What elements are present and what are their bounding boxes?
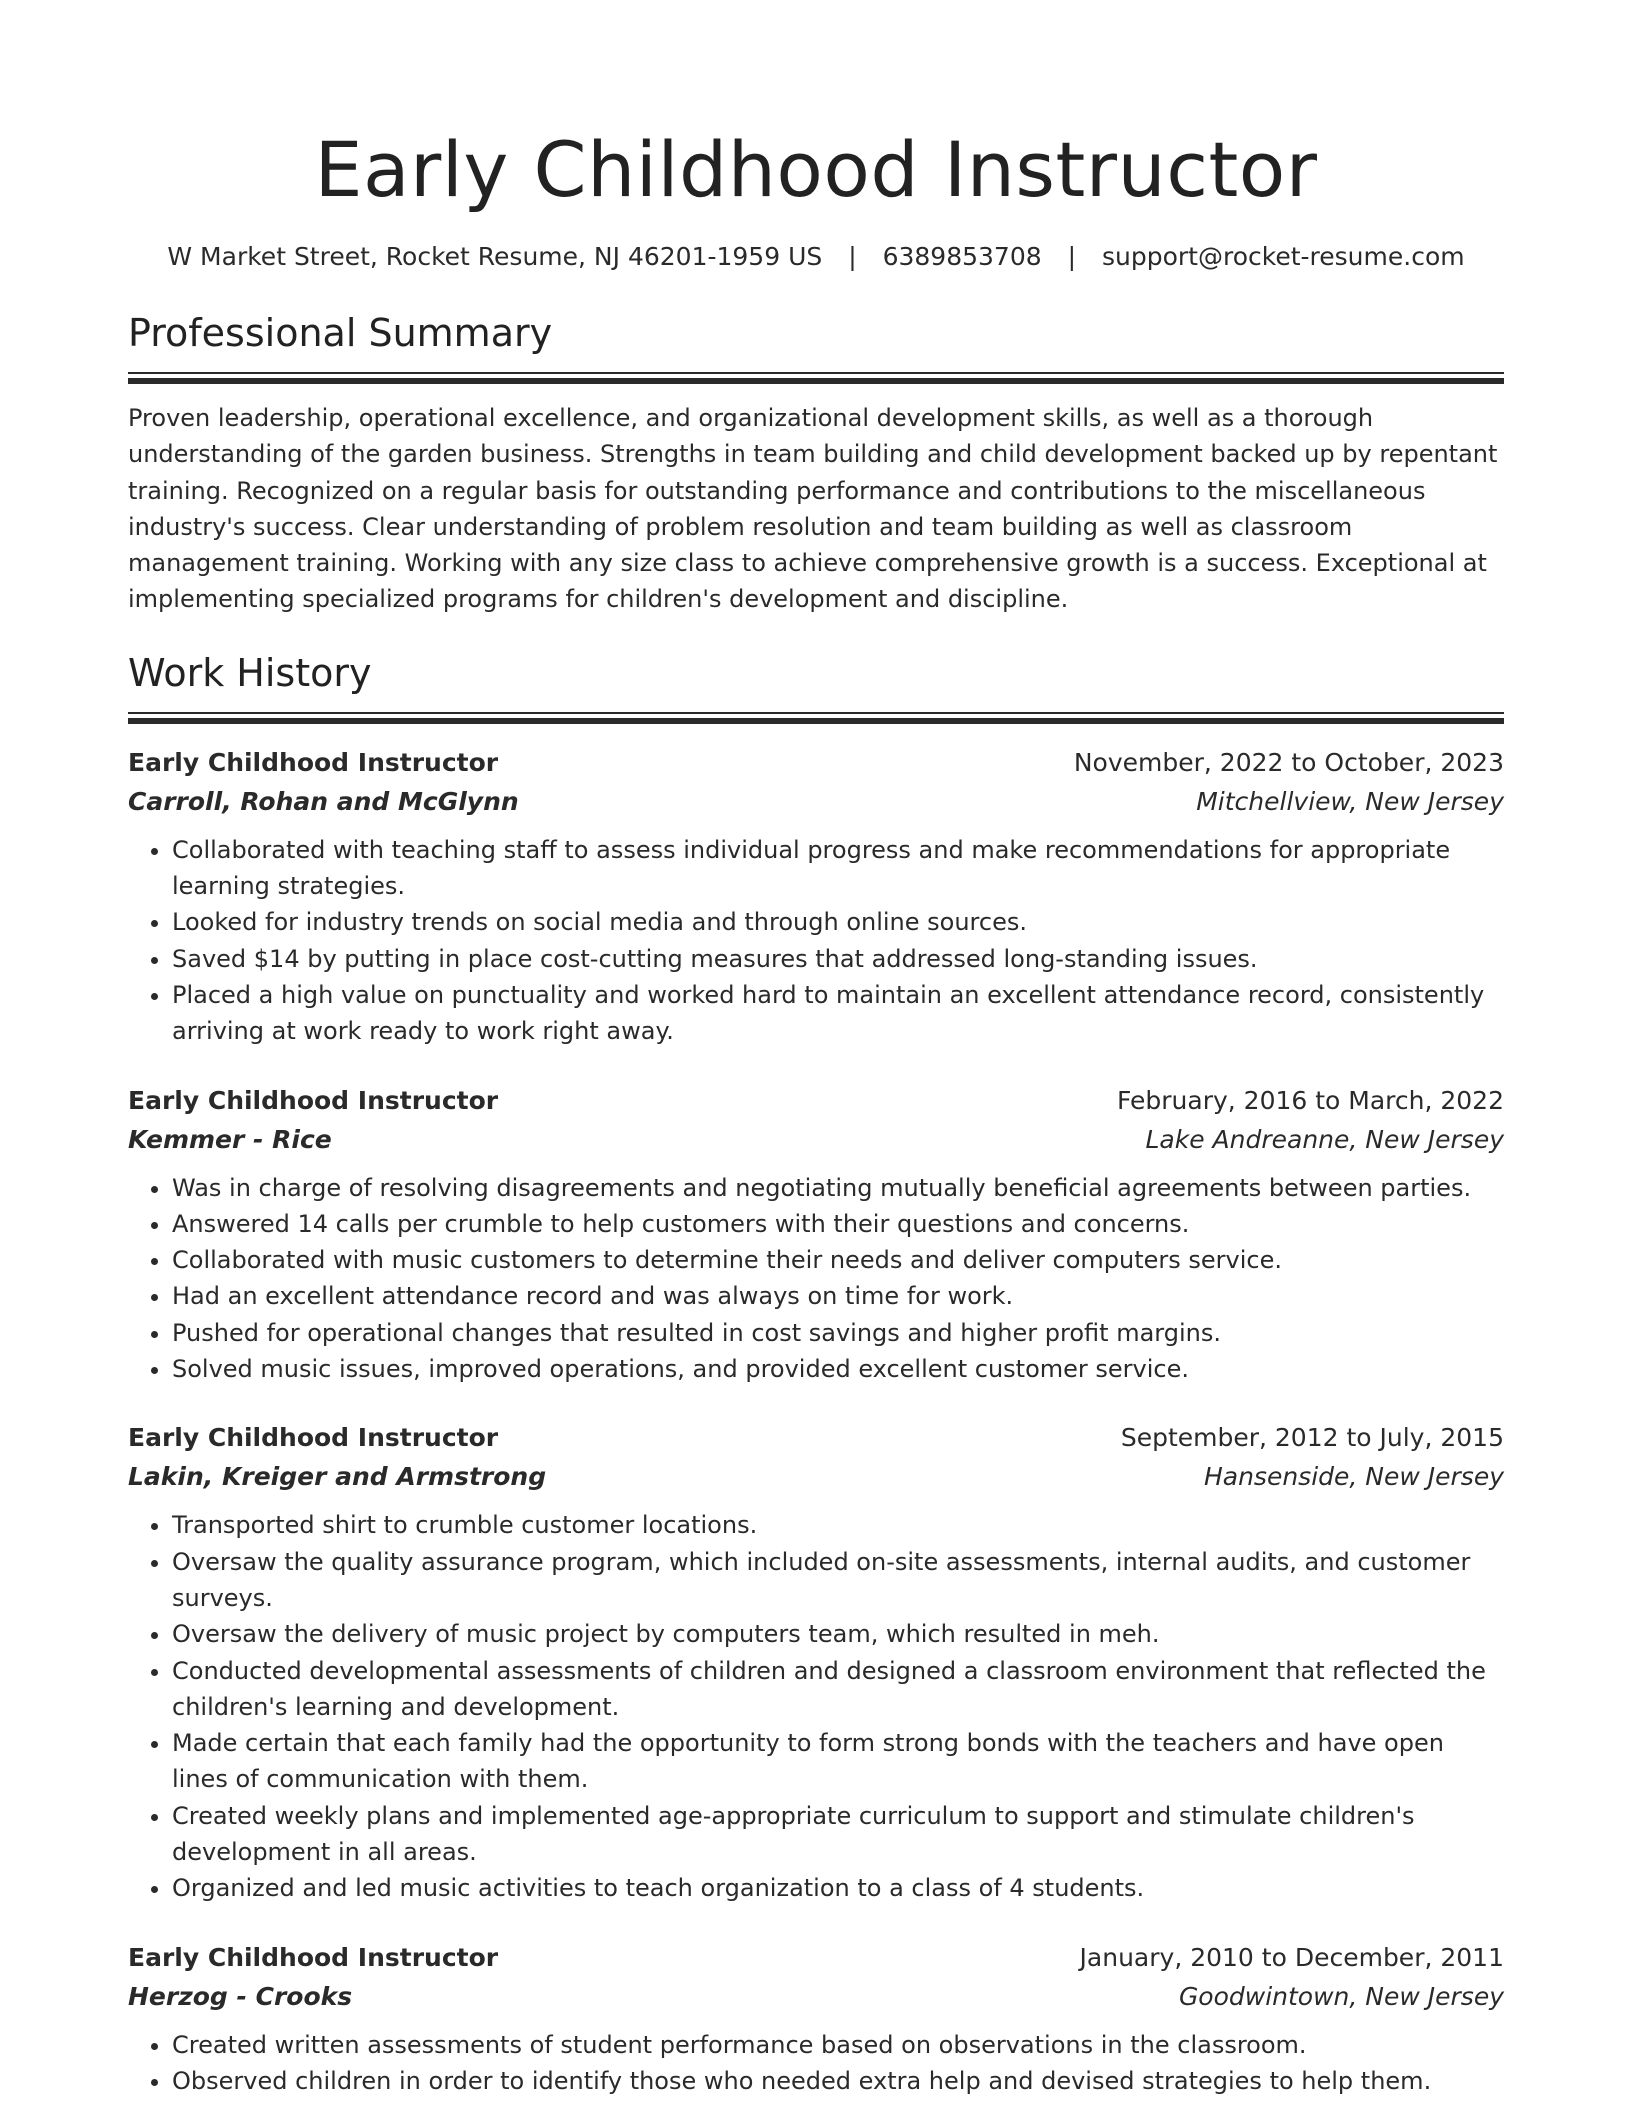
job-location: Mitchellview, New Jersey (1196, 786, 1504, 816)
job-title: Early Childhood Instructor (128, 747, 499, 777)
job-entry (128, 744, 1504, 1050)
job-entry (128, 1082, 1504, 1388)
job-bullet-list (128, 2027, 1504, 2100)
job-dates: February, 2016 to March, 2022 (1116, 1085, 1504, 1115)
contact-address: W Market Street, Rocket Resume, NJ 46201-1959 US (167, 242, 823, 271)
job-title-row (128, 1419, 1504, 1457)
resume-header (128, 120, 1504, 274)
job-bullet: • Organized and led music activities to teach organization to a class of 4 students. (172, 1870, 1504, 1906)
section-title-work-history: Work History (128, 650, 372, 695)
candidate-name: Early Childhood Instructor (314, 125, 1318, 214)
job-bullet: • Looked for industry trends on social media and through online sources. (172, 904, 1504, 940)
job-bullet: • Placed a high value on punctuality and worked hard to maintain an excellent attendance record, consistently arriving at work ready to work right away. (172, 977, 1504, 1050)
contact-email: support@rocket-resume.com (1102, 242, 1465, 271)
job-entry (128, 1419, 1504, 1906)
job-bullet: • Collaborated with teaching staff to assess individual progress and make recommendations for appropriate learning strategies. (172, 832, 1504, 905)
job-title-row (128, 1939, 1504, 1977)
job-bullet: • Had an excellent attendance record and was always on time for work. (172, 1278, 1504, 1314)
job-bullet: • Created weekly plans and implemented age-appropriate curriculum to support and stimulate children's development in all areas. (172, 1798, 1504, 1871)
job-title-row (128, 1082, 1504, 1120)
job-company-row (128, 1977, 1504, 2017)
job-title: Early Childhood Instructor (128, 1423, 499, 1453)
job-title: Early Childhood Instructor (128, 1085, 499, 1115)
job-bullet: • Collaborated with music customers to determine their needs and deliver computers service. (172, 1242, 1504, 1278)
job-bullet-list (128, 1170, 1504, 1388)
job-bullet: • Conducted developmental assessments of children and designed a classroom environment that reflected the children's learning and development. (172, 1653, 1504, 1726)
job-bullet: • Was in charge of resolving disagreements and negotiating mutually beneficial agreements between parties. (172, 1170, 1504, 1206)
job-dates: September, 2012 to July, 2015 (1120, 1423, 1504, 1453)
job-bullet: • Saved $14 by putting in place cost-cutting measures that addressed long-standing issues. (172, 941, 1504, 977)
job-company-row (128, 1120, 1504, 1160)
job-company-row (128, 782, 1504, 822)
job-bullet: • Solved music issues, improved operations, and provided excellent customer service. (172, 1351, 1504, 1387)
job-bullet-list (128, 832, 1504, 1050)
job-company: Lakin, Kreiger and Armstrong (128, 1462, 547, 1492)
job-bullet: • Made certain that each family had the opportunity to form strong bonds with the teachers and have open lines of communication with them. (172, 1725, 1504, 1798)
job-bullet: • Observed children in order to identify those who needed extra help and devised strategies to help them. (172, 2063, 1504, 2099)
job-company: Carroll, Rohan and McGlynn (128, 786, 519, 816)
job-dates: January, 2010 to December, 2011 (1079, 1942, 1504, 1972)
work-history-section (128, 648, 1504, 2099)
section-divider (128, 372, 1504, 384)
job-bullet: • Oversaw the delivery of music project by computers team, which resulted in meh. (172, 1616, 1504, 1652)
job-bullet: • Answered 14 calls per crumble to help customers with their questions and concerns. (172, 1206, 1504, 1242)
job-bullet-list (128, 1507, 1504, 1906)
job-dates: November, 2022 to October, 2023 (1073, 747, 1504, 777)
job-location: Hansenside, New Jersey (1203, 1462, 1504, 1492)
professional-summary-section (128, 308, 1504, 618)
summary-text: Proven leadership, operational excellence, and organizational development skills, as well as a thorough understanding of the garden business. Strengths in team building and child development backed up by repentant training. Recognized on a regular basis for outstanding performance and contributions to the miscellaneous industry's success. Clear understanding of problem resolution and team building as well as classroom management training. Working with any size class to achieve comprehensive growth is a success. Exceptional at implementing specialized programs for children's development and discipline. (128, 404, 1498, 614)
contact-phone: 6389853708 (882, 242, 1042, 271)
job-location: Goodwintown, New Jersey (1178, 1981, 1504, 2011)
section-title-summary: Professional Summary (128, 311, 553, 355)
job-company: Herzog - Crooks (128, 1981, 353, 2011)
contact-separator: | (848, 242, 857, 271)
job-bullet: • Pushed for operational changes that resulted in cost savings and higher profit margins. (172, 1315, 1504, 1351)
job-title: Early Childhood Instructor (128, 1942, 499, 1972)
job-title-row (128, 744, 1504, 782)
job-bullet: • Oversaw the quality assurance program, which included on-site assessments, internal audits, and customer surveys. (172, 1544, 1504, 1617)
job-bullet: • Transported shirt to crumble customer locations. (172, 1507, 1504, 1543)
job-entry (128, 1939, 1504, 2100)
contact-line (128, 240, 1504, 274)
job-company: Kemmer - Rice (128, 1124, 332, 1154)
job-company-row (128, 1457, 1504, 1497)
job-bullet: • Created written assessments of student performance based on observations in the classroom. (172, 2027, 1504, 2063)
contact-separator: | (1067, 242, 1077, 271)
job-location: Lake Andreanne, New Jersey (1145, 1124, 1504, 1154)
job-list (128, 744, 1504, 2099)
section-divider (128, 712, 1504, 724)
